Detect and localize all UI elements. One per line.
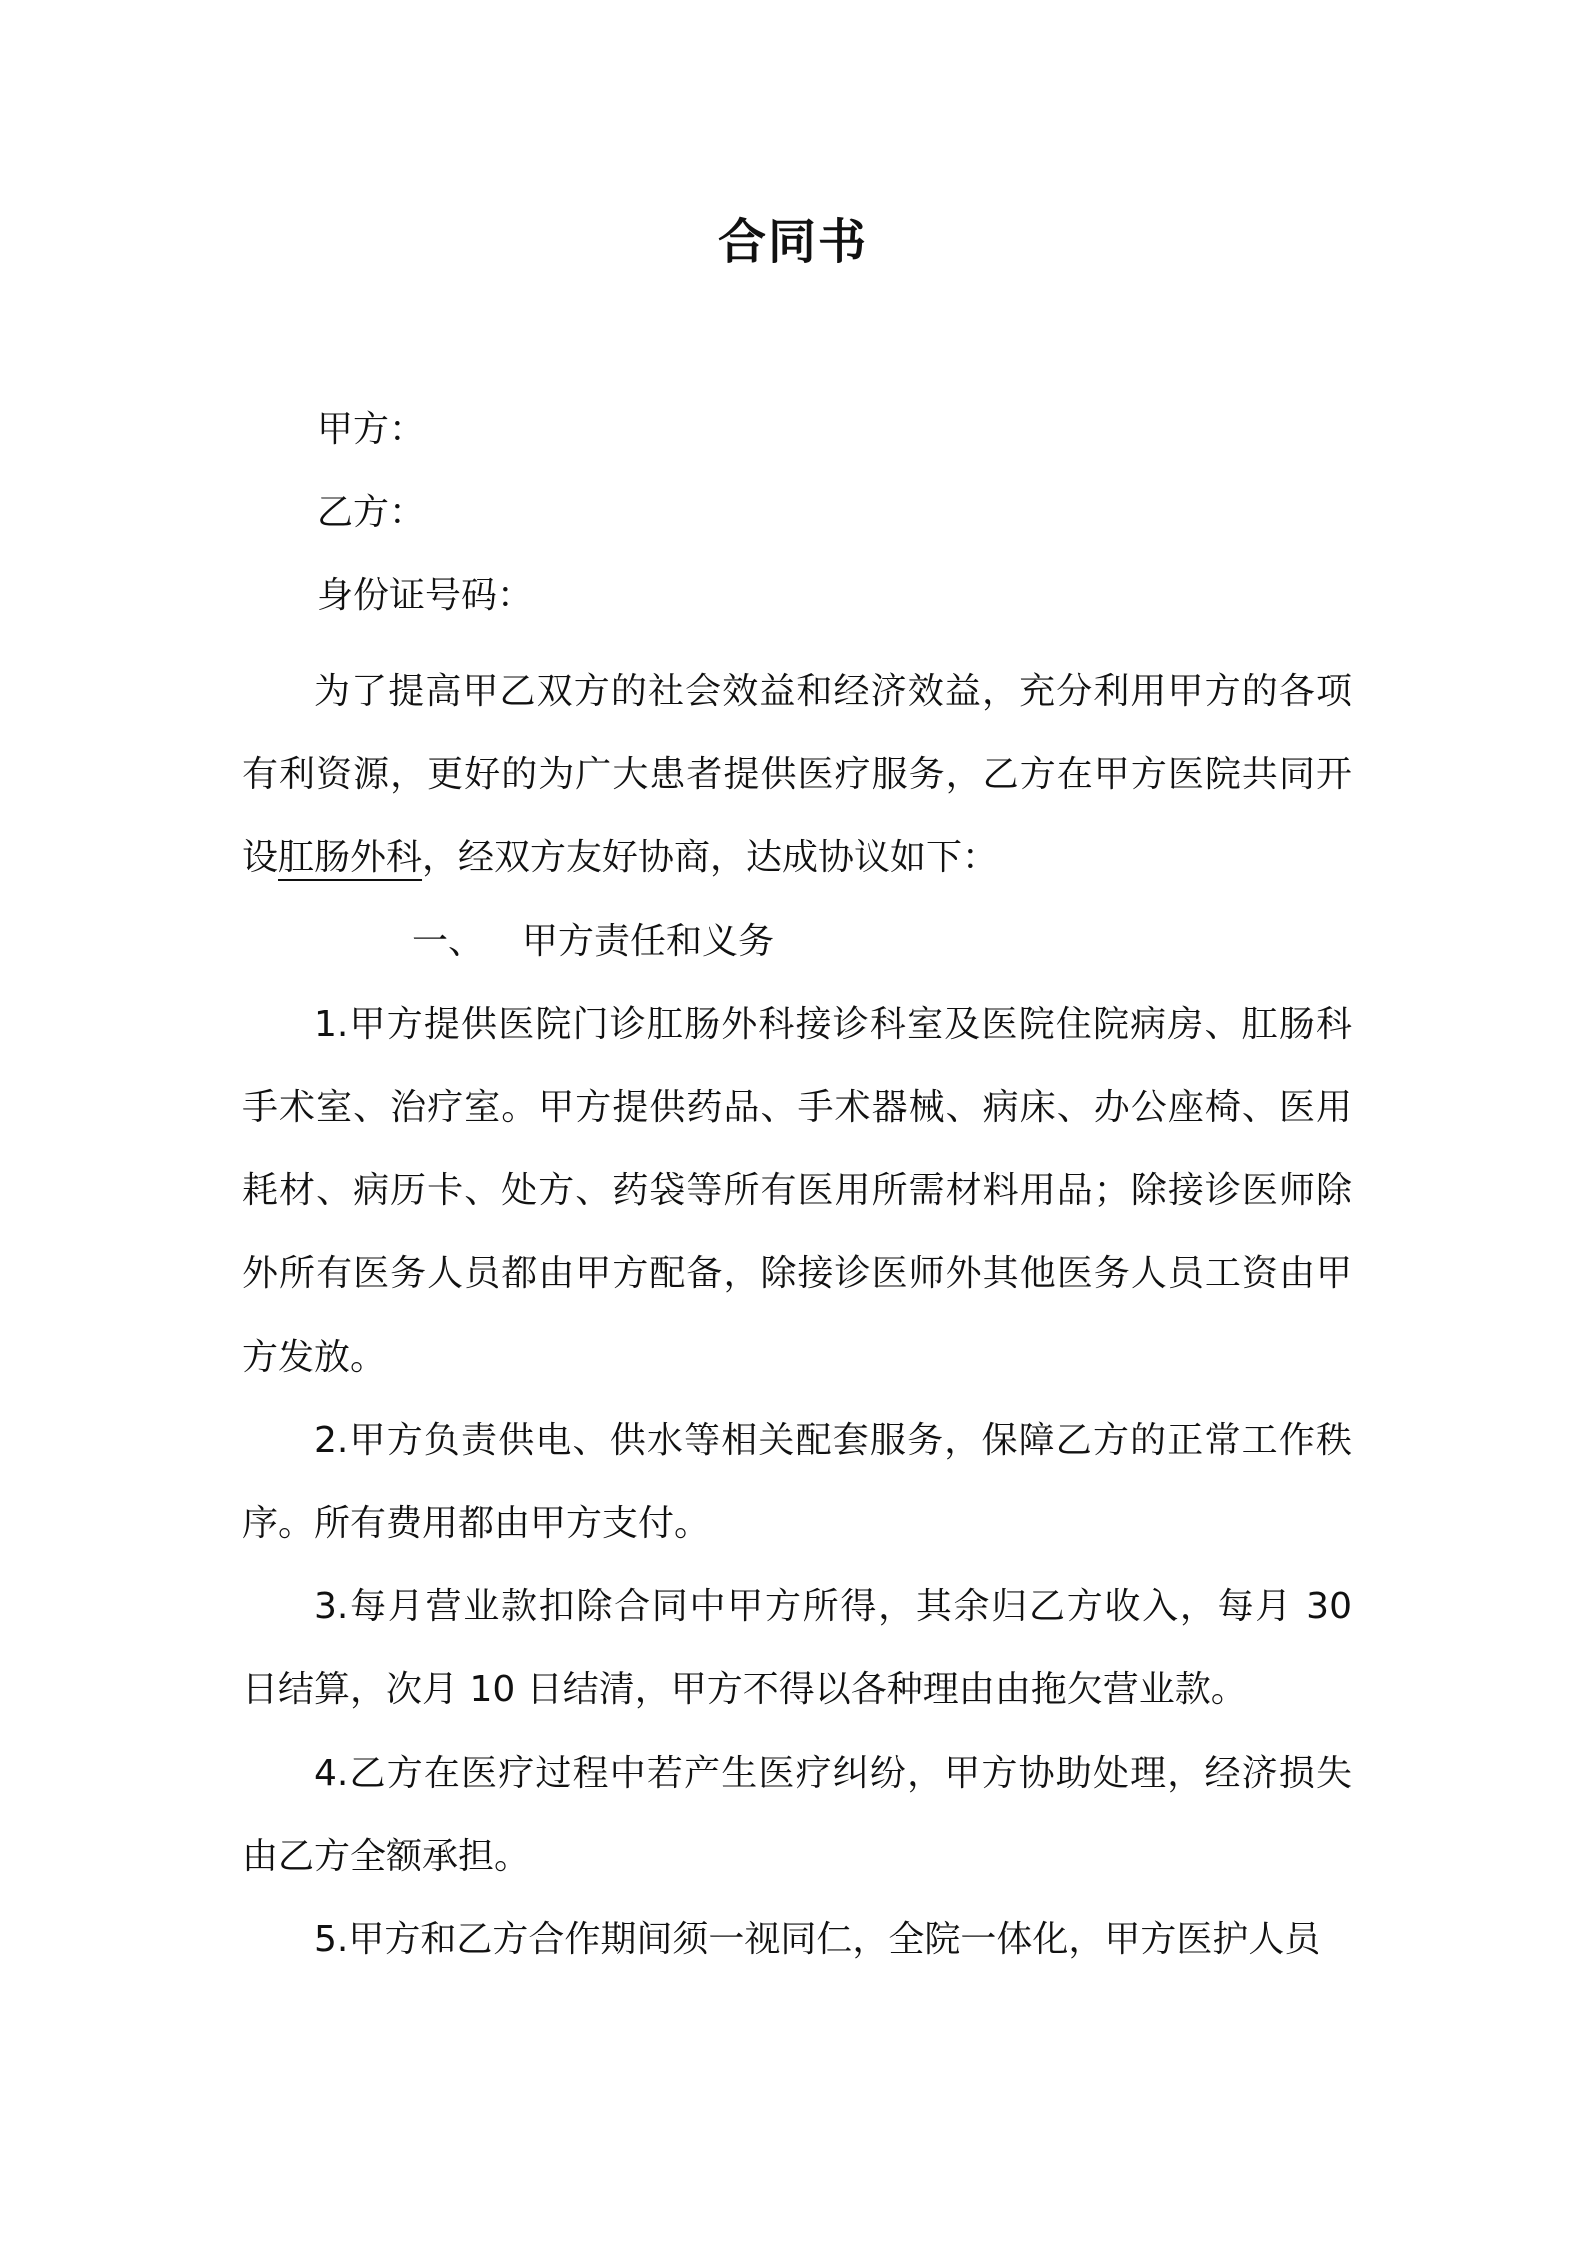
section-number: 一、 xyxy=(412,920,485,962)
preamble-text-after: ，经双方友好协商，达成协议如下： xyxy=(422,837,999,879)
party-a-label: 甲方： xyxy=(317,409,426,450)
id-number-label: 身份证号码： xyxy=(317,575,534,616)
section-heading xyxy=(242,900,1352,983)
contract-body xyxy=(242,650,1352,1981)
document-title: 合同书 xyxy=(717,214,868,270)
preamble-text-before: 为了提高甲乙双方的社会效益和经济效益，充分利用甲方的各项有利资源，更好的为广大患者提供医疗服务，乙方在甲方医院共同开设 xyxy=(242,671,1352,879)
clause-1: 1.甲方提供医院门诊肛肠外科接诊科室及医院住院病房、肛肠科手术室、治疗室。甲方提供药品、手术器械、病床、办公座椅、医用耗材、病历卡、处方、药袋等所有医用所需材料用品；除接诊医师除外所有医务人员都由甲方配备，除接诊医师外其他医务人员工资由甲方发放。 xyxy=(242,1003,1352,1378)
clause-2: 2.甲方负责供电、供水等相关配套服务，保障乙方的正常工作秩序。所有费用都由甲方支付。 xyxy=(242,1419,1352,1545)
department-name: 肛肠外科 xyxy=(278,837,423,879)
clause-3: 3.每月营业款扣除合同中甲方所得，其余归乙方收入，每月 30 日结算，次月 10 日结清，甲方不得以各种理由由拖欠营业款。 xyxy=(242,1586,1352,1711)
clause-4: 4.乙方在医疗过程中若产生医疗纠纷，甲方协助处理，经济损失由乙方全额承担。 xyxy=(242,1752,1352,1877)
section-title: 甲方责任和义务 xyxy=(522,920,775,962)
preamble-paragraph xyxy=(242,650,1352,900)
clause-5: 5.甲方和乙方合作期间须一视同仁，全院一体化，甲方医护人员 xyxy=(314,1919,1321,1961)
party-b-label: 乙方： xyxy=(317,492,426,533)
